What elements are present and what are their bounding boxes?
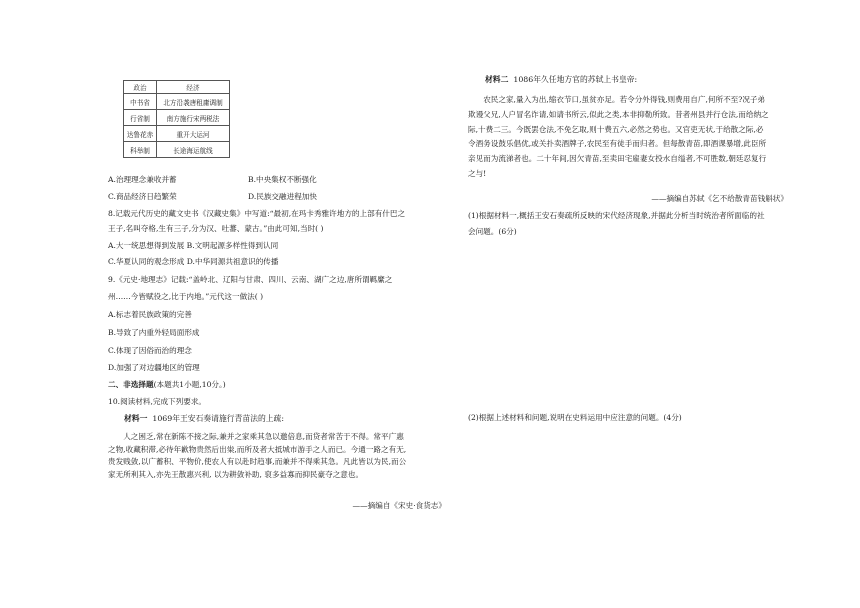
material1-source: ——摘编自《宋史·食货志》 <box>352 501 446 510</box>
section-heading <box>108 380 226 390</box>
table-header: 政治 <box>124 81 157 94</box>
material2-line: 际,十费二三。今既罢仓法,不免乞取,则十费五六,必然之势也。又官吏无状,于给散之际,必 <box>468 124 764 134</box>
q10-1-line1: (1)根据材料一,概括王安石奏疏所反映的宋代经济现象,并据此分析当时统治者所面临的社 <box>468 211 765 220</box>
table-cell: 中书省 <box>124 94 157 110</box>
material1-heading <box>124 413 284 424</box>
material2-line: 农民之家,量入为出,缩衣节口,虽贫亦足。若令分外得钱,则费用自广,何所不至?况子弟 <box>483 95 766 104</box>
q9-option-d: D.加强了对边疆地区的管理 <box>108 363 200 372</box>
table-cell: 重开大运河 <box>157 126 230 142</box>
q8-stem-line2: 王子,名叫夺格,生有三子,分为汉、吐蕃、蒙古。”由此可知,当时( ) <box>108 224 324 233</box>
material1-line: 家无所利其入,亦先王散惠兴利, 以为耕敛补助, 裒多益寡而抑民豪夺之意也。 <box>108 469 364 479</box>
section-title: 二、非选择题 <box>108 380 154 389</box>
table-cell: 南方施行宋两税法 <box>157 110 230 126</box>
q7-option-d: D.民族交融进程加快 <box>248 192 317 201</box>
q9-option-a: A.标志着民族政策的完善 <box>108 310 192 319</box>
material2-title: 1086年久任地方官的苏轼上书皇帝: <box>513 75 638 84</box>
q9-option-c: C.体现了因俗而治的理念 <box>108 346 192 355</box>
material2-heading <box>485 74 637 85</box>
material2-line: 之与! <box>468 168 487 178</box>
table-cell: 长途海运航线 <box>157 142 230 158</box>
material1-title: 1069年王安石奏请施行青苗法的上疏: <box>152 414 284 423</box>
q10-instruction: 10.阅读材料,完成下列要求。 <box>108 397 207 406</box>
q7-table <box>123 80 230 158</box>
table-cell: 北方沿袭唐租庸调制 <box>157 94 230 110</box>
q9-option-b: B.导致了内重外轻局面形成 <box>108 328 200 337</box>
table-cell: 行省制 <box>124 110 157 126</box>
material2-line: 欺谩父兄,人户冒名诈请,如请书所云,似此之类,本非抑勒所致。昔者州县并行仓法,而给纳之 <box>468 109 769 119</box>
material2-label: 材料二 <box>485 75 509 84</box>
table-cell: 达鲁花赤 <box>124 126 157 142</box>
q8-stem-line1: 8.记载元代历史的藏文史书《汉藏史集》中写道:“最初,在玛卡秀雅许地方的上部有什巴之 <box>108 209 406 218</box>
q7-option-b: B.中央集权不断强化 <box>248 175 317 184</box>
table-cell: 科举制 <box>124 142 157 158</box>
material1-body <box>108 431 446 481</box>
q10-1-line2: 会问题。(6分) <box>468 227 517 236</box>
q8-option-cd: C.华夏认同的观念形成 D.中华同源共祖意识的传播 <box>108 257 279 266</box>
section-note: (本题共1小题,10分。) <box>153 380 226 389</box>
q9-stem-line2: 州……今皆赋役之,比于内地。”元代这一做法( ) <box>108 292 264 301</box>
q10-2-line1: (2)根据上述材料和问题,说明在史料运用中应注意的问题。(4分) <box>468 413 682 422</box>
material1-line: 之物,收藏积滞,必待年歉物贵然后出粜,而所及者大抵城市游手之人而已。今通一路之有无, <box>108 444 407 454</box>
material1-line: 人之困乏,常在新陈不接之际,兼并之家乘其急以邀倍息,而贷者常苦于不得。常平广惠 <box>123 432 404 441</box>
material1-line: 贵发贱敛,以广蓄积、平物价,使农人有以赴时趋事,而兼并不得乘其急。凡此皆以为民,而公 <box>108 457 407 466</box>
q9-stem-line1: 9.《元史·地理志》记载:“盖岭北、辽阳与甘肃、四川、云南、湖广之边,唐所谓羁縻之 <box>108 275 393 284</box>
material2-line: 令酒务设鼓乐倡优,或关扑卖酒牌子,农民至有徒手而归者。但每散青苗,即酒课暴增,此臣所 <box>468 139 767 149</box>
material2-line: 亲见而为流涕者也。二十年间,因欠青苗,至卖田宅雇妻女投水自缢者,不可胜数,朝廷忍复行 <box>468 154 767 164</box>
material2-source: ——摘编自苏轼《乞不给散青苗钱斛状》 <box>651 194 788 203</box>
table-header: 经济 <box>157 81 230 94</box>
q7-option-c: C.商品经济日趋繁荣 <box>108 192 177 201</box>
q8-option-ab: A.大一统思想得到发展 B.文明起源多样性得到认同 <box>108 241 279 250</box>
material2-body <box>468 93 788 182</box>
material1-label: 材料一 <box>124 414 148 423</box>
q7-option-a: A.治理理念兼收并蓄 <box>108 175 177 184</box>
